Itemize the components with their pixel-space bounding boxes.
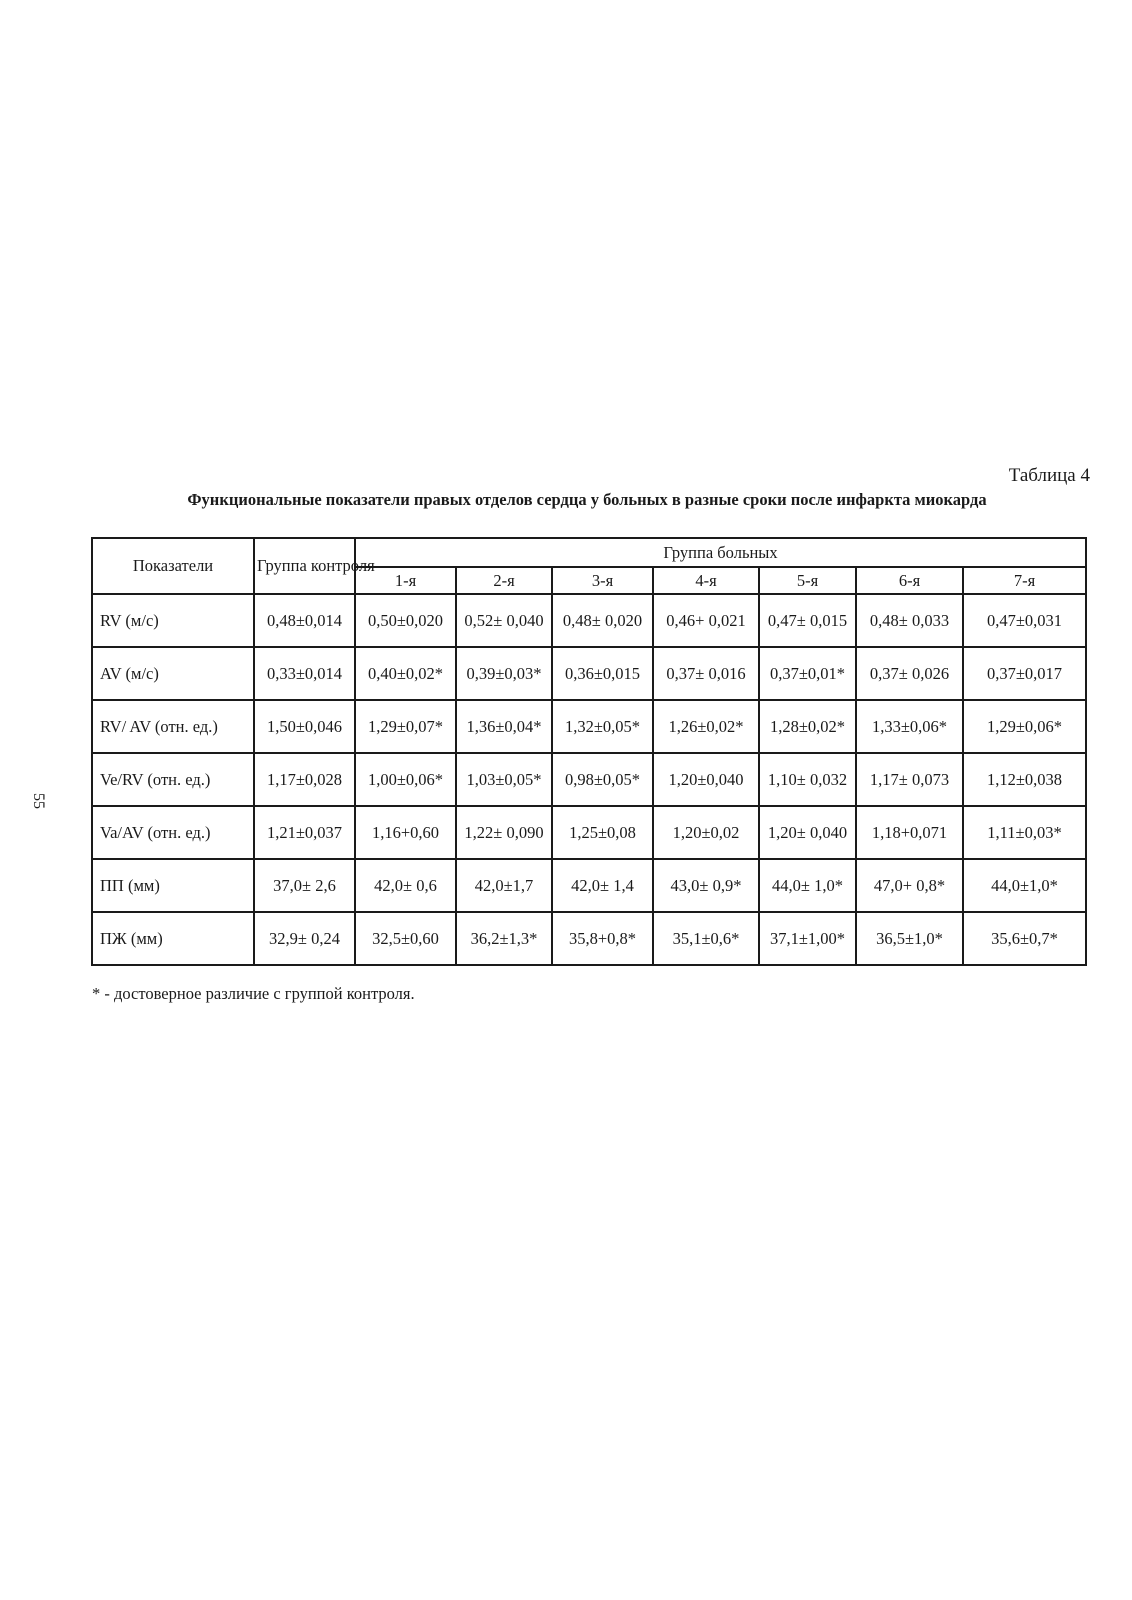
group-value-cell: 1,03±0,05* — [456, 753, 552, 806]
header-patient-group: Группа больных — [355, 538, 1086, 567]
row-label: Va/AV (отн. ед.) — [92, 806, 254, 859]
control-value-cell: 1,50±0,046 — [254, 700, 355, 753]
group-value-cell: 0,48± 0,020 — [552, 594, 653, 647]
group-value-cell: 36,2±1,3* — [456, 912, 552, 965]
group-value-cell: 1,12±0,038 — [963, 753, 1086, 806]
group-value-cell: 0,98±0,05* — [552, 753, 653, 806]
group-value-cell: 0,39±0,03* — [456, 647, 552, 700]
group-value-cell: 0,37± 0,016 — [653, 647, 759, 700]
group-value-cell: 0,37±0,01* — [759, 647, 856, 700]
group-value-cell: 1,20±0,02 — [653, 806, 759, 859]
row-label: Ve/RV (отн. ед.) — [92, 753, 254, 806]
group-value-cell: 42,0±1,7 — [456, 859, 552, 912]
control-value-cell: 0,48±0,014 — [254, 594, 355, 647]
group-value-cell: 1,10± 0,032 — [759, 753, 856, 806]
group-value-cell: 37,1±1,00* — [759, 912, 856, 965]
group-value-cell: 0,40±0,02* — [355, 647, 456, 700]
group-value-cell: 1,29±0,07* — [355, 700, 456, 753]
group-value-cell: 42,0± 0,6 — [355, 859, 456, 912]
control-value-cell: 0,33±0,014 — [254, 647, 355, 700]
header-subgroup-3: 3-я — [552, 567, 653, 594]
group-value-cell: 43,0± 0,9* — [653, 859, 759, 912]
group-value-cell: 32,5±0,60 — [355, 912, 456, 965]
row-label: RV/ AV (отн. ед.) — [92, 700, 254, 753]
row-label: ПЖ (мм) — [92, 912, 254, 965]
table-row — [92, 753, 1086, 806]
group-value-cell: 35,1±0,6* — [653, 912, 759, 965]
header-subgroup-1: 1-я — [355, 567, 456, 594]
table-title: Функциональные показатели правых отделов сердца у больных в разные сроки после инфаркта миокарда — [187, 490, 987, 509]
row-label: AV (м/с) — [92, 647, 254, 700]
group-value-cell: 44,0± 1,0* — [759, 859, 856, 912]
group-value-cell: 1,22± 0,090 — [456, 806, 552, 859]
group-value-cell: 1,20±0,040 — [653, 753, 759, 806]
row-label: ПП (мм) — [92, 859, 254, 912]
group-value-cell: 0,47± 0,015 — [759, 594, 856, 647]
group-value-cell: 0,37±0,017 — [963, 647, 1086, 700]
group-value-cell: 1,00±0,06* — [355, 753, 456, 806]
group-value-cell: 1,18+0,071 — [856, 806, 963, 859]
table-row — [92, 594, 1086, 647]
group-value-cell: 1,29±0,06* — [963, 700, 1086, 753]
data-table — [91, 537, 1087, 966]
table-row — [92, 859, 1086, 912]
group-value-cell: 47,0+ 0,8* — [856, 859, 963, 912]
group-value-cell: 1,20± 0,040 — [759, 806, 856, 859]
table-label: Таблица 4 — [1008, 465, 1090, 486]
group-value-cell: 1,25±0,08 — [552, 806, 653, 859]
header-subgroup-7: 7-я — [963, 567, 1086, 594]
footnote: * - достоверное различие с группой контроля. — [92, 984, 415, 1003]
table-row — [92, 700, 1086, 753]
group-value-cell: 0,50±0,020 — [355, 594, 456, 647]
group-value-cell: 0,46+ 0,021 — [653, 594, 759, 647]
table-row — [92, 806, 1086, 859]
group-value-cell: 0,48± 0,033 — [856, 594, 963, 647]
header-subgroup-5: 5-я — [759, 567, 856, 594]
group-value-cell: 0,36±0,015 — [552, 647, 653, 700]
group-value-cell: 35,6±0,7* — [963, 912, 1086, 965]
group-value-cell: 1,16+0,60 — [355, 806, 456, 859]
table-row — [92, 912, 1086, 965]
page-number: 55 — [30, 793, 47, 809]
control-value-cell: 1,21±0,037 — [254, 806, 355, 859]
group-value-cell: 1,28±0,02* — [759, 700, 856, 753]
header-subgroup-4: 4-я — [653, 567, 759, 594]
header-subgroup-2: 2-я — [456, 567, 552, 594]
group-value-cell: 42,0± 1,4 — [552, 859, 653, 912]
group-value-cell: 35,8+0,8* — [552, 912, 653, 965]
group-value-cell: 1,36±0,04* — [456, 700, 552, 753]
row-label: RV (м/с) — [92, 594, 254, 647]
header-indicator: Показатели — [92, 538, 254, 594]
control-value-cell: 37,0± 2,6 — [254, 859, 355, 912]
group-value-cell: 0,52± 0,040 — [456, 594, 552, 647]
group-value-cell: 0,37± 0,026 — [856, 647, 963, 700]
group-value-cell: 1,17± 0,073 — [856, 753, 963, 806]
control-value-cell: 32,9± 0,24 — [254, 912, 355, 965]
group-value-cell: 1,11±0,03* — [963, 806, 1086, 859]
control-value-cell: 1,17±0,028 — [254, 753, 355, 806]
group-value-cell: 1,32±0,05* — [552, 700, 653, 753]
header-control-group: Группа контроля — [254, 538, 355, 594]
group-value-cell: 36,5±1,0* — [856, 912, 963, 965]
group-value-cell: 0,47±0,031 — [963, 594, 1086, 647]
header-subgroup-6: 6-я — [856, 567, 963, 594]
table-row — [92, 647, 1086, 700]
group-value-cell: 44,0±1,0* — [963, 859, 1086, 912]
group-value-cell: 1,33±0,06* — [856, 700, 963, 753]
group-value-cell: 1,26±0,02* — [653, 700, 759, 753]
